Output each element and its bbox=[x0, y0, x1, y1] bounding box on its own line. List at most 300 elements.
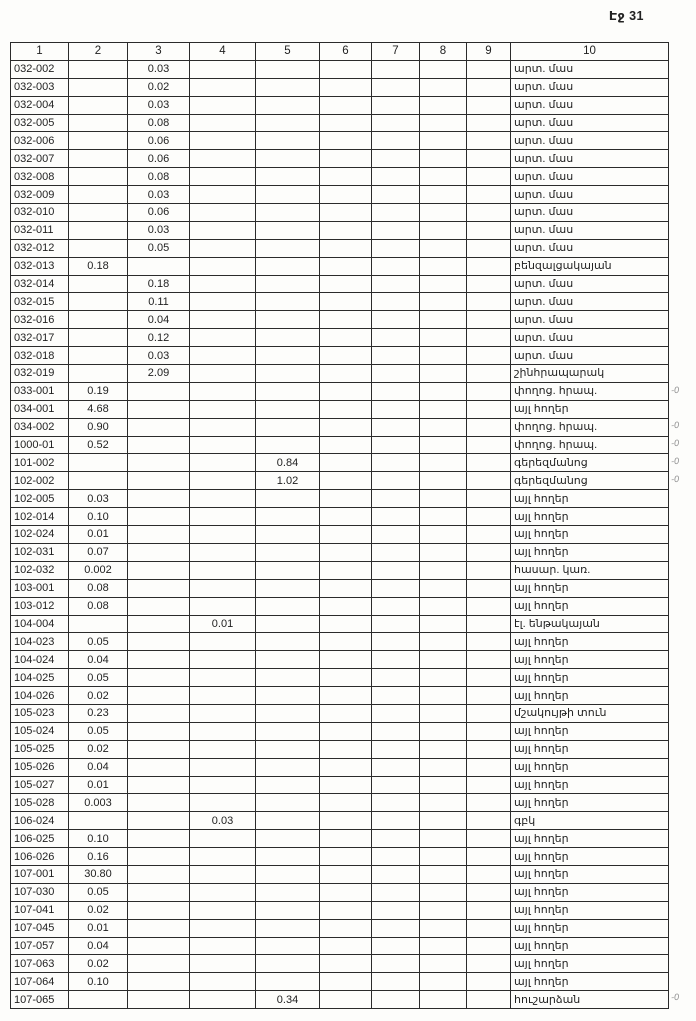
land-use-cell: այլ հողեր bbox=[511, 973, 669, 991]
value-cell bbox=[190, 543, 256, 561]
value-cell bbox=[190, 579, 256, 597]
parcel-code-cell: 105-023 bbox=[11, 704, 69, 722]
table-row bbox=[11, 973, 669, 991]
value-cell bbox=[190, 973, 256, 991]
parcel-code-cell: 032-017 bbox=[11, 329, 69, 347]
value-cell bbox=[420, 329, 467, 347]
value-cell bbox=[190, 114, 256, 132]
value-cell bbox=[420, 168, 467, 186]
value-cell bbox=[420, 454, 467, 472]
parcel-code-cell: 107-045 bbox=[11, 919, 69, 937]
value-cell bbox=[320, 740, 372, 758]
value-cell bbox=[256, 561, 320, 579]
value-cell bbox=[372, 722, 420, 740]
table-row bbox=[11, 186, 669, 204]
value-cell bbox=[256, 633, 320, 651]
value-cell bbox=[256, 669, 320, 687]
value-cell bbox=[320, 937, 372, 955]
value-cell bbox=[128, 382, 190, 400]
value-cell: 0.18 bbox=[69, 257, 128, 275]
value-cell bbox=[467, 239, 511, 257]
value-cell: 0.23 bbox=[69, 704, 128, 722]
table-row bbox=[11, 78, 669, 96]
value-cell bbox=[420, 615, 467, 633]
value-cell: 0.01 bbox=[69, 526, 128, 544]
land-use-cell: էլ. ենթակայան bbox=[511, 615, 669, 633]
parcel-code-cell: 032-012 bbox=[11, 239, 69, 257]
value-cell bbox=[69, 991, 128, 1009]
value-cell bbox=[372, 78, 420, 96]
value-cell: 0.05 bbox=[128, 239, 190, 257]
value-cell bbox=[69, 275, 128, 293]
value-cell bbox=[372, 758, 420, 776]
value-cell bbox=[372, 150, 420, 168]
value-cell bbox=[320, 883, 372, 901]
value-cell bbox=[190, 311, 256, 329]
value-cell bbox=[256, 365, 320, 383]
land-use-cell: այլ հողեր bbox=[511, 848, 669, 866]
value-cell bbox=[256, 794, 320, 812]
value-cell bbox=[320, 293, 372, 311]
value-cell bbox=[320, 382, 372, 400]
value-cell bbox=[372, 454, 420, 472]
value-cell bbox=[190, 150, 256, 168]
value-cell bbox=[372, 973, 420, 991]
value-cell bbox=[69, 615, 128, 633]
value-cell bbox=[190, 78, 256, 96]
value-cell bbox=[420, 758, 467, 776]
value-cell bbox=[372, 293, 420, 311]
land-use-cell: արտ. մաս bbox=[511, 239, 669, 257]
value-cell bbox=[256, 168, 320, 186]
value-cell bbox=[128, 883, 190, 901]
value-cell: 1.02 bbox=[256, 472, 320, 490]
value-cell: 0.03 bbox=[128, 347, 190, 365]
table-row bbox=[11, 561, 669, 579]
value-cell bbox=[320, 114, 372, 132]
value-cell bbox=[69, 454, 128, 472]
value-cell bbox=[420, 382, 467, 400]
parcel-code-cell: 107-041 bbox=[11, 901, 69, 919]
value-cell bbox=[128, 722, 190, 740]
column-header: 5 bbox=[256, 43, 320, 61]
value-cell bbox=[467, 955, 511, 973]
land-use-cell: արտ. մաս bbox=[511, 60, 669, 78]
table-row bbox=[11, 400, 669, 418]
value-cell bbox=[256, 830, 320, 848]
value-cell bbox=[420, 221, 467, 239]
parcel-code-cell: 103-012 bbox=[11, 597, 69, 615]
parcel-code-cell: 102-014 bbox=[11, 508, 69, 526]
value-cell bbox=[190, 883, 256, 901]
value-cell bbox=[69, 812, 128, 830]
value-cell bbox=[467, 615, 511, 633]
land-use-cell: այլ հողեր bbox=[511, 490, 669, 508]
value-cell bbox=[256, 96, 320, 114]
value-cell bbox=[128, 561, 190, 579]
table-row bbox=[11, 221, 669, 239]
value-cell bbox=[372, 794, 420, 812]
table-row bbox=[11, 436, 669, 454]
column-header: 4 bbox=[190, 43, 256, 61]
value-cell bbox=[320, 436, 372, 454]
value-cell bbox=[467, 740, 511, 758]
value-cell: 0.08 bbox=[128, 168, 190, 186]
value-cell bbox=[69, 114, 128, 132]
land-use-cell: արտ. մաս bbox=[511, 347, 669, 365]
value-cell bbox=[256, 937, 320, 955]
parcel-code-cell: 032-004 bbox=[11, 96, 69, 114]
table-row bbox=[11, 329, 669, 347]
table-row bbox=[11, 508, 669, 526]
value-cell: 0.10 bbox=[69, 508, 128, 526]
parcel-code-cell: 032-009 bbox=[11, 186, 69, 204]
value-cell bbox=[256, 311, 320, 329]
value-cell bbox=[256, 114, 320, 132]
value-cell bbox=[372, 347, 420, 365]
value-cell bbox=[320, 794, 372, 812]
value-cell bbox=[320, 96, 372, 114]
value-cell bbox=[467, 776, 511, 794]
value-cell bbox=[420, 78, 467, 96]
value-cell bbox=[320, 490, 372, 508]
parcel-code-cell: 032-011 bbox=[11, 221, 69, 239]
value-cell bbox=[190, 436, 256, 454]
value-cell bbox=[256, 60, 320, 78]
land-use-cell: գերեզմանոց bbox=[511, 472, 669, 490]
value-cell bbox=[372, 651, 420, 669]
value-cell bbox=[467, 919, 511, 937]
value-cell bbox=[420, 937, 467, 955]
parcel-code-cell: 102-024 bbox=[11, 526, 69, 544]
value-cell bbox=[420, 239, 467, 257]
value-cell: 0.03 bbox=[128, 96, 190, 114]
value-cell bbox=[372, 776, 420, 794]
value-cell bbox=[320, 186, 372, 204]
land-use-cell: այլ հողեր bbox=[511, 758, 669, 776]
value-cell bbox=[467, 973, 511, 991]
value-cell bbox=[128, 991, 190, 1009]
value-cell: 0.03 bbox=[69, 490, 128, 508]
value-cell bbox=[256, 150, 320, 168]
value-cell bbox=[467, 937, 511, 955]
table-row bbox=[11, 597, 669, 615]
value-cell bbox=[190, 490, 256, 508]
value-cell bbox=[190, 257, 256, 275]
value-cell bbox=[372, 543, 420, 561]
value-cell bbox=[467, 848, 511, 866]
land-use-cell: շինհրապարակ bbox=[511, 365, 669, 383]
value-cell bbox=[128, 651, 190, 669]
value-cell bbox=[372, 418, 420, 436]
value-cell bbox=[190, 96, 256, 114]
parcel-code-cell: 104-026 bbox=[11, 687, 69, 705]
land-use-cell: արտ. մաս bbox=[511, 311, 669, 329]
land-use-cell: այլ հողեր bbox=[511, 883, 669, 901]
value-cell bbox=[372, 597, 420, 615]
table-row bbox=[11, 382, 669, 400]
parcel-code-cell: 104-023 bbox=[11, 633, 69, 651]
parcel-code-cell: 032-005 bbox=[11, 114, 69, 132]
value-cell bbox=[190, 901, 256, 919]
value-cell bbox=[372, 865, 420, 883]
value-cell bbox=[467, 436, 511, 454]
value-cell bbox=[420, 365, 467, 383]
parcel-code-cell: 107-064 bbox=[11, 973, 69, 991]
value-cell bbox=[467, 722, 511, 740]
value-cell bbox=[372, 633, 420, 651]
page-number-label: Էջ 31 bbox=[608, 9, 644, 23]
value-cell bbox=[320, 543, 372, 561]
value-cell: 0.08 bbox=[128, 114, 190, 132]
value-cell: 30.80 bbox=[69, 865, 128, 883]
table-row bbox=[11, 418, 669, 436]
parcel-code-cell: 032-010 bbox=[11, 204, 69, 222]
land-use-cell: փողոց. հրապ. bbox=[511, 382, 669, 400]
value-cell bbox=[320, 848, 372, 866]
value-cell bbox=[320, 901, 372, 919]
value-cell bbox=[420, 204, 467, 222]
land-use-cell: այլ հողեր bbox=[511, 508, 669, 526]
land-use-cell: այլ հողեր bbox=[511, 865, 669, 883]
value-cell bbox=[256, 293, 320, 311]
land-use-cell: արտ. մաս bbox=[511, 132, 669, 150]
value-cell bbox=[128, 758, 190, 776]
value-cell bbox=[256, 221, 320, 239]
value-cell bbox=[256, 490, 320, 508]
value-cell: 0.90 bbox=[69, 418, 128, 436]
value-cell bbox=[420, 490, 467, 508]
value-cell bbox=[128, 633, 190, 651]
handwritten-mark: -0 bbox=[670, 419, 680, 431]
value-cell bbox=[372, 221, 420, 239]
value-cell bbox=[320, 651, 372, 669]
table-row bbox=[11, 901, 669, 919]
value-cell bbox=[420, 651, 467, 669]
value-cell bbox=[320, 597, 372, 615]
value-cell bbox=[420, 991, 467, 1009]
value-cell bbox=[467, 382, 511, 400]
value-cell bbox=[320, 221, 372, 239]
value-cell: 0.04 bbox=[69, 937, 128, 955]
value-cell bbox=[372, 114, 420, 132]
value-cell bbox=[372, 382, 420, 400]
value-cell: 0.07 bbox=[69, 543, 128, 561]
handwritten-mark: -0 bbox=[670, 455, 680, 467]
value-cell bbox=[420, 114, 467, 132]
value-cell bbox=[190, 633, 256, 651]
table-row bbox=[11, 150, 669, 168]
parcel-code-cell: 032-013 bbox=[11, 257, 69, 275]
parcel-code-cell: 105-026 bbox=[11, 758, 69, 776]
value-cell bbox=[190, 597, 256, 615]
value-cell bbox=[190, 168, 256, 186]
value-cell bbox=[256, 812, 320, 830]
parcel-code-cell: 104-004 bbox=[11, 615, 69, 633]
value-cell bbox=[190, 669, 256, 687]
value-cell bbox=[320, 526, 372, 544]
value-cell bbox=[320, 633, 372, 651]
value-cell bbox=[372, 579, 420, 597]
value-cell bbox=[372, 561, 420, 579]
value-cell bbox=[256, 722, 320, 740]
value-cell bbox=[190, 526, 256, 544]
value-cell bbox=[467, 490, 511, 508]
value-cell bbox=[467, 883, 511, 901]
value-cell bbox=[372, 526, 420, 544]
parcel-code-cell: 105-024 bbox=[11, 722, 69, 740]
value-cell bbox=[372, 204, 420, 222]
value-cell bbox=[420, 704, 467, 722]
table-row bbox=[11, 740, 669, 758]
value-cell bbox=[256, 78, 320, 96]
value-cell bbox=[320, 239, 372, 257]
value-cell bbox=[320, 865, 372, 883]
value-cell bbox=[320, 561, 372, 579]
table-row bbox=[11, 883, 669, 901]
table-row bbox=[11, 937, 669, 955]
land-use-cell: այլ հողեր bbox=[511, 794, 669, 812]
value-cell bbox=[128, 257, 190, 275]
value-cell bbox=[420, 776, 467, 794]
value-cell: 0.12 bbox=[128, 329, 190, 347]
table-row bbox=[11, 543, 669, 561]
value-cell bbox=[467, 168, 511, 186]
value-cell bbox=[190, 275, 256, 293]
land-use-cell: արտ. մաս bbox=[511, 293, 669, 311]
value-cell bbox=[372, 919, 420, 937]
value-cell bbox=[256, 883, 320, 901]
value-cell bbox=[128, 436, 190, 454]
value-cell bbox=[320, 812, 372, 830]
value-cell bbox=[467, 114, 511, 132]
value-cell bbox=[372, 687, 420, 705]
value-cell bbox=[420, 508, 467, 526]
value-cell bbox=[256, 901, 320, 919]
land-use-cell: գերեզմանոց bbox=[511, 454, 669, 472]
value-cell bbox=[69, 78, 128, 96]
parcel-code-cell: 104-025 bbox=[11, 669, 69, 687]
value-cell bbox=[320, 60, 372, 78]
value-cell bbox=[372, 883, 420, 901]
value-cell bbox=[190, 865, 256, 883]
value-cell bbox=[190, 722, 256, 740]
value-cell bbox=[190, 347, 256, 365]
value-cell bbox=[372, 96, 420, 114]
value-cell bbox=[420, 973, 467, 991]
value-cell bbox=[467, 221, 511, 239]
value-cell: 0.84 bbox=[256, 454, 320, 472]
value-cell bbox=[372, 955, 420, 973]
value-cell bbox=[420, 919, 467, 937]
value-cell bbox=[256, 776, 320, 794]
land-use-cell: գբկ bbox=[511, 812, 669, 830]
value-cell bbox=[320, 472, 372, 490]
value-cell bbox=[69, 60, 128, 78]
value-cell bbox=[420, 472, 467, 490]
value-cell bbox=[320, 508, 372, 526]
column-header: 8 bbox=[420, 43, 467, 61]
value-cell bbox=[420, 633, 467, 651]
column-header: 6 bbox=[320, 43, 372, 61]
parcel-code-cell: 033-001 bbox=[11, 382, 69, 400]
value-cell bbox=[256, 526, 320, 544]
value-cell bbox=[320, 669, 372, 687]
value-cell bbox=[320, 973, 372, 991]
value-cell bbox=[467, 758, 511, 776]
value-cell bbox=[128, 937, 190, 955]
parcel-code-cell: 102-032 bbox=[11, 561, 69, 579]
value-cell bbox=[467, 275, 511, 293]
value-cell bbox=[420, 186, 467, 204]
table-row bbox=[11, 830, 669, 848]
column-header: 2 bbox=[69, 43, 128, 61]
value-cell bbox=[467, 526, 511, 544]
value-cell bbox=[128, 973, 190, 991]
handwritten-mark: -0 bbox=[670, 384, 680, 395]
table-row bbox=[11, 490, 669, 508]
value-cell bbox=[320, 955, 372, 973]
land-use-cell: արտ. մաս bbox=[511, 329, 669, 347]
land-use-cell: այլ հողեր bbox=[511, 901, 669, 919]
value-cell bbox=[420, 794, 467, 812]
parcel-code-cell: 032-002 bbox=[11, 60, 69, 78]
header-row bbox=[11, 43, 669, 61]
value-cell bbox=[372, 365, 420, 383]
handwritten-mark: -0 bbox=[670, 437, 680, 449]
value-cell bbox=[320, 78, 372, 96]
value-cell bbox=[467, 257, 511, 275]
value-cell bbox=[467, 329, 511, 347]
value-cell bbox=[190, 848, 256, 866]
value-cell bbox=[467, 669, 511, 687]
table-row bbox=[11, 919, 669, 937]
value-cell: 0.19 bbox=[69, 382, 128, 400]
value-cell bbox=[467, 704, 511, 722]
value-cell bbox=[320, 168, 372, 186]
value-cell: 0.002 bbox=[69, 561, 128, 579]
value-cell bbox=[128, 794, 190, 812]
value-cell: 0.01 bbox=[190, 615, 256, 633]
land-use-cell: այլ հողեր bbox=[511, 597, 669, 615]
value-cell: 2.09 bbox=[128, 365, 190, 383]
land-use-cell: այլ հողեր bbox=[511, 955, 669, 973]
value-cell bbox=[467, 561, 511, 579]
table-row bbox=[11, 239, 669, 257]
value-cell bbox=[320, 687, 372, 705]
value-cell bbox=[128, 490, 190, 508]
value-cell bbox=[69, 311, 128, 329]
value-cell bbox=[69, 150, 128, 168]
value-cell bbox=[467, 901, 511, 919]
value-cell bbox=[128, 687, 190, 705]
value-cell: 0.52 bbox=[69, 436, 128, 454]
value-cell bbox=[190, 919, 256, 937]
table-row bbox=[11, 687, 669, 705]
value-cell bbox=[420, 293, 467, 311]
table-row bbox=[11, 365, 669, 383]
parcel-code-cell: 032-003 bbox=[11, 78, 69, 96]
table-row bbox=[11, 257, 669, 275]
value-cell bbox=[372, 901, 420, 919]
value-cell: 0.05 bbox=[69, 722, 128, 740]
parcel-code-cell: 107-065 bbox=[11, 991, 69, 1009]
handwritten-mark: -0 bbox=[670, 473, 680, 485]
value-cell bbox=[190, 60, 256, 78]
land-use-cell: այլ հողեր bbox=[511, 740, 669, 758]
parcel-code-cell: 032-016 bbox=[11, 311, 69, 329]
value-cell bbox=[69, 204, 128, 222]
